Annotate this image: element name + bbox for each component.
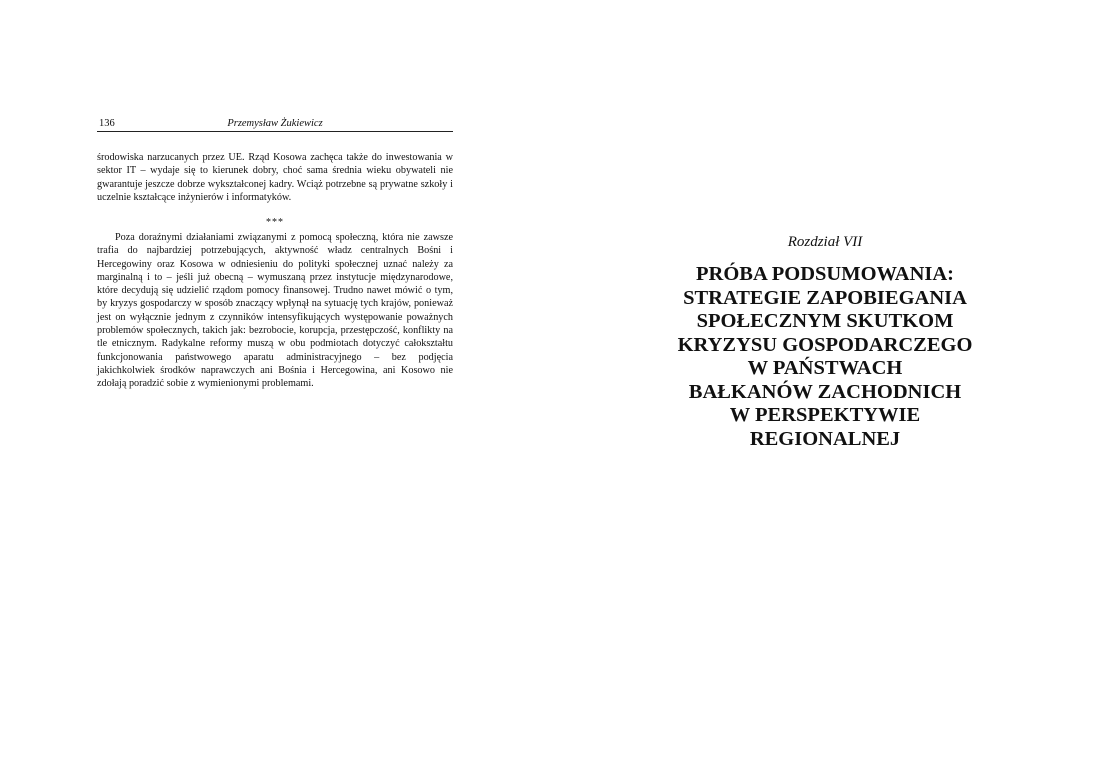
chapter-title-line: W PAŃSTWACH bbox=[747, 357, 903, 379]
chapter-label: Rozdział VII bbox=[787, 234, 863, 250]
paragraph-text: Poza doraźnymi działaniami związanymi z pomocą społeczną, która nie zawsze trafia do najbardziej potrzebujących, aktywność władz centralnych Bośni i Hercegowiny oraz Kosowa w odniesieniu do polityki społecznej uznać należy za marginalną i to – jeśli już obecną – wymuszaną przez instytucje międzynarodowe, które decydują się udzielić rządom pomocy finansowej. Trudno nawet mówić o tym, by kryzys gospodarczy w sposób znaczący wpłynął na sytuację tych krajów, ponieważ jest on wyłącznie jednym z czynników intensyfikujących występowanie poważnych problemów społecznych, takich jak: bezrobocie, korupcja, przestępczość, konflikty na tle etnicznym. Radykalne reformy muszą w obu podmiotach dotyczyć całokształtu funkcjonowania państwowego aparatu administracyjnego – bez podjęcia jakichkolwiek środków naprawczych ani Bośnia i Hercegowina, ani Kosowo nie zdołają poradzić sobie z wymienionymi problemami. bbox=[97, 232, 453, 390]
chapter-title-line: REGIONALNEJ bbox=[749, 427, 901, 450]
chapter-title-line: W PERSPEKTYWIE bbox=[729, 404, 921, 426]
chapter-title-line: PRÓBA PODSUMOWANIA: bbox=[696, 263, 954, 285]
paragraph-text: środowiska narzucanych przez UE. Rząd Kosowa zachęca także do inwestowania w sektor IT – wydaje się to kierunek dobry, choć sama średnia wieku obywateli nie gwarantuje jeszcze dobrze wykształconej kadry. Wciąż potrzebne są prywatne szkoły i uczelnie kształcące inżynierów i informatyków. bbox=[97, 152, 453, 203]
running-head bbox=[97, 117, 453, 132]
section-separator: *** bbox=[266, 217, 284, 228]
body-paragraph-1 bbox=[97, 151, 453, 204]
chapter-title bbox=[645, 263, 1005, 451]
chapter-title-line: SPOŁECZNYM SKUTKOM bbox=[696, 310, 954, 332]
right-page bbox=[550, 0, 1100, 778]
chapter-title-line: STRATEGIE ZAPOBIEGANIA bbox=[683, 286, 967, 309]
body-paragraph-2 bbox=[97, 231, 453, 391]
running-head-author: Przemysław Żukiewicz bbox=[227, 118, 323, 129]
chapter-title-line: KRYZYSU GOSPODARCZEGO bbox=[677, 333, 973, 356]
chapter-title-line: BAŁKANÓW ZACHODNICH bbox=[688, 380, 962, 403]
page-number: 136 bbox=[99, 118, 115, 129]
